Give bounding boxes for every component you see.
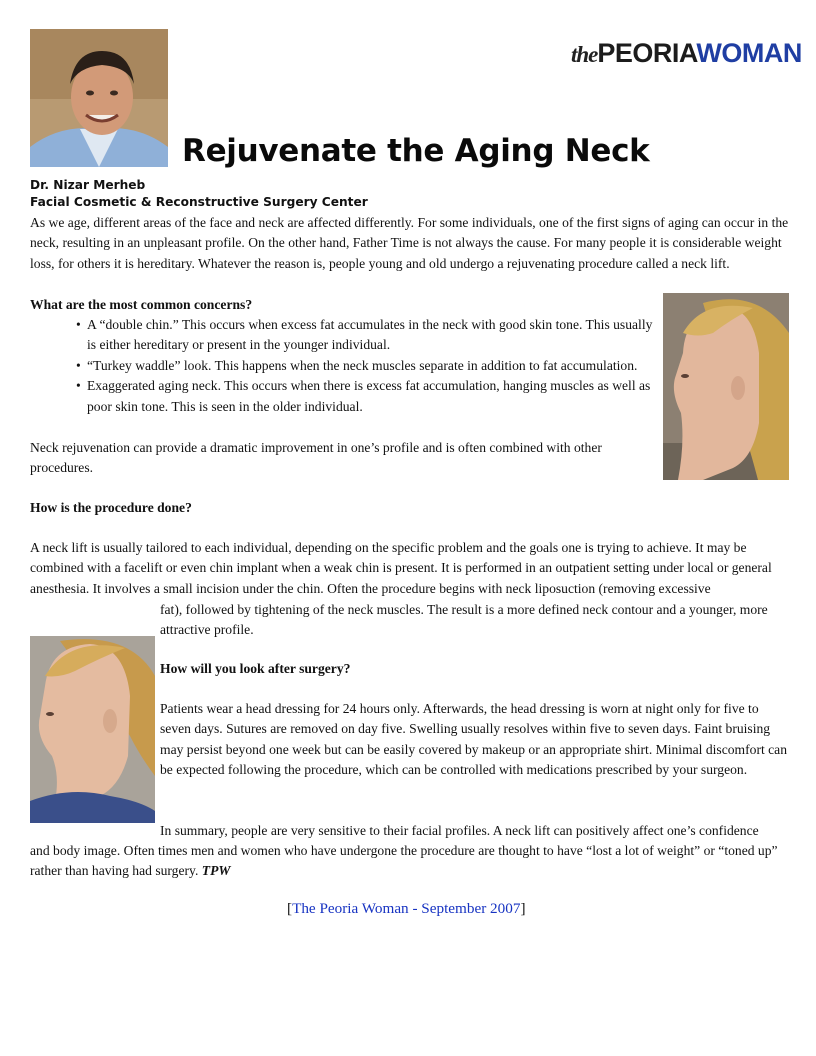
citation-open-bracket: [	[287, 900, 293, 917]
citation-link[interactable]: The Peoria Woman - September 2007	[292, 900, 521, 917]
author-photo	[30, 29, 168, 167]
author-affiliation: Facial Cosmetic & Reconstructive Surgery Center	[30, 195, 368, 209]
rejuvenation-paragraph: Neck rejuvenation can provide a dramatic improvement in one’s profile and is often combined with other procedures.	[30, 440, 602, 476]
logo-peoria: PEORIA	[597, 38, 697, 68]
summary-paragraph-continued	[30, 841, 790, 882]
logo-woman: WOMAN	[696, 38, 802, 68]
after-surgery-paragraph: Patients wear a head dressing for 24 hours only. Afterwards, the head dressing is worn at night only for five to seven days. Sutures are removed on day five. Swelling usually resolves within five to seven days. Faint bruising may persist beyond one week but can be easily covered by makeup or an appropriate shirt. Minimal discomfort can be expected following the procedure, which can be controlled with medications prescribed by your surgeon.	[160, 701, 788, 778]
article-title: Rejuvenate the Aging Neck	[182, 133, 650, 169]
concerns-list	[76, 315, 661, 417]
tpw-signoff: TPW	[201, 863, 231, 879]
intro-paragraph: As we age, different areas of the face and neck are affected differently. For some individuals, one of the first signs of aging can occur in the neck, resulting in an unpleasant profile. On the other hand, Father Time is not always the cause. For many people it is considerable weight loss, for others it is hereditary. Whatever the reason is, people young and old undergo a rejuvenating procedure called a neck lift.	[30, 215, 789, 271]
before-profile-photo	[663, 293, 789, 480]
concern-item: • A “double chin.” This occurs when excess fat accumulates in the neck with good skin tone. This usually is either hereditary or present in the younger individual.	[76, 315, 661, 356]
logo-the: the	[571, 42, 598, 67]
concern-item: • “Turkey waddle” look. This happens when the neck muscles separate in addition to fat accumulation.	[76, 356, 661, 376]
citation	[287, 900, 526, 918]
after-surgery-heading: How will you look after surgery?	[160, 661, 351, 676]
citation-close-bracket: ]	[520, 900, 526, 917]
after-profile-photo	[30, 636, 155, 823]
procedure-heading: How is the procedure done?	[30, 500, 192, 515]
concern-item: • Exaggerated aging neck. This occurs when there is excess fat accumulation, hanging muscles as well as poor skin tone. This is seen in the older individual.	[76, 376, 661, 417]
concerns-heading: What are the most common concerns?	[30, 297, 253, 312]
summary-text: and body image. Often times men and women who have undergone the procedure are thought to have “lost a lot of weight” or “toned up” rather than having had surgery.	[30, 843, 778, 879]
summary-paragraph: In summary, people are very sensitive to their facial profiles. A neck lift can positively affect one’s confidence	[160, 823, 759, 838]
peoria-woman-logo	[571, 38, 802, 70]
procedure-paragraph: A neck lift is usually tailored to each individual, depending on the specific problem and the goals one is trying to achieve. It may be combined with a facelift or even chin implant when a weak chin is present. It is performed in an outpatient setting under local or general anesthesia. It involves a small incision under the chin. Often the procedure begins with neck liposuction (removing excessive	[30, 540, 772, 596]
author-name: Dr. Nizar Merheb	[30, 178, 146, 192]
procedure-paragraph-continued: fat), followed by tightening of the neck muscles. The result is a more defined neck contour and a younger, more attractive profile.	[160, 602, 768, 638]
